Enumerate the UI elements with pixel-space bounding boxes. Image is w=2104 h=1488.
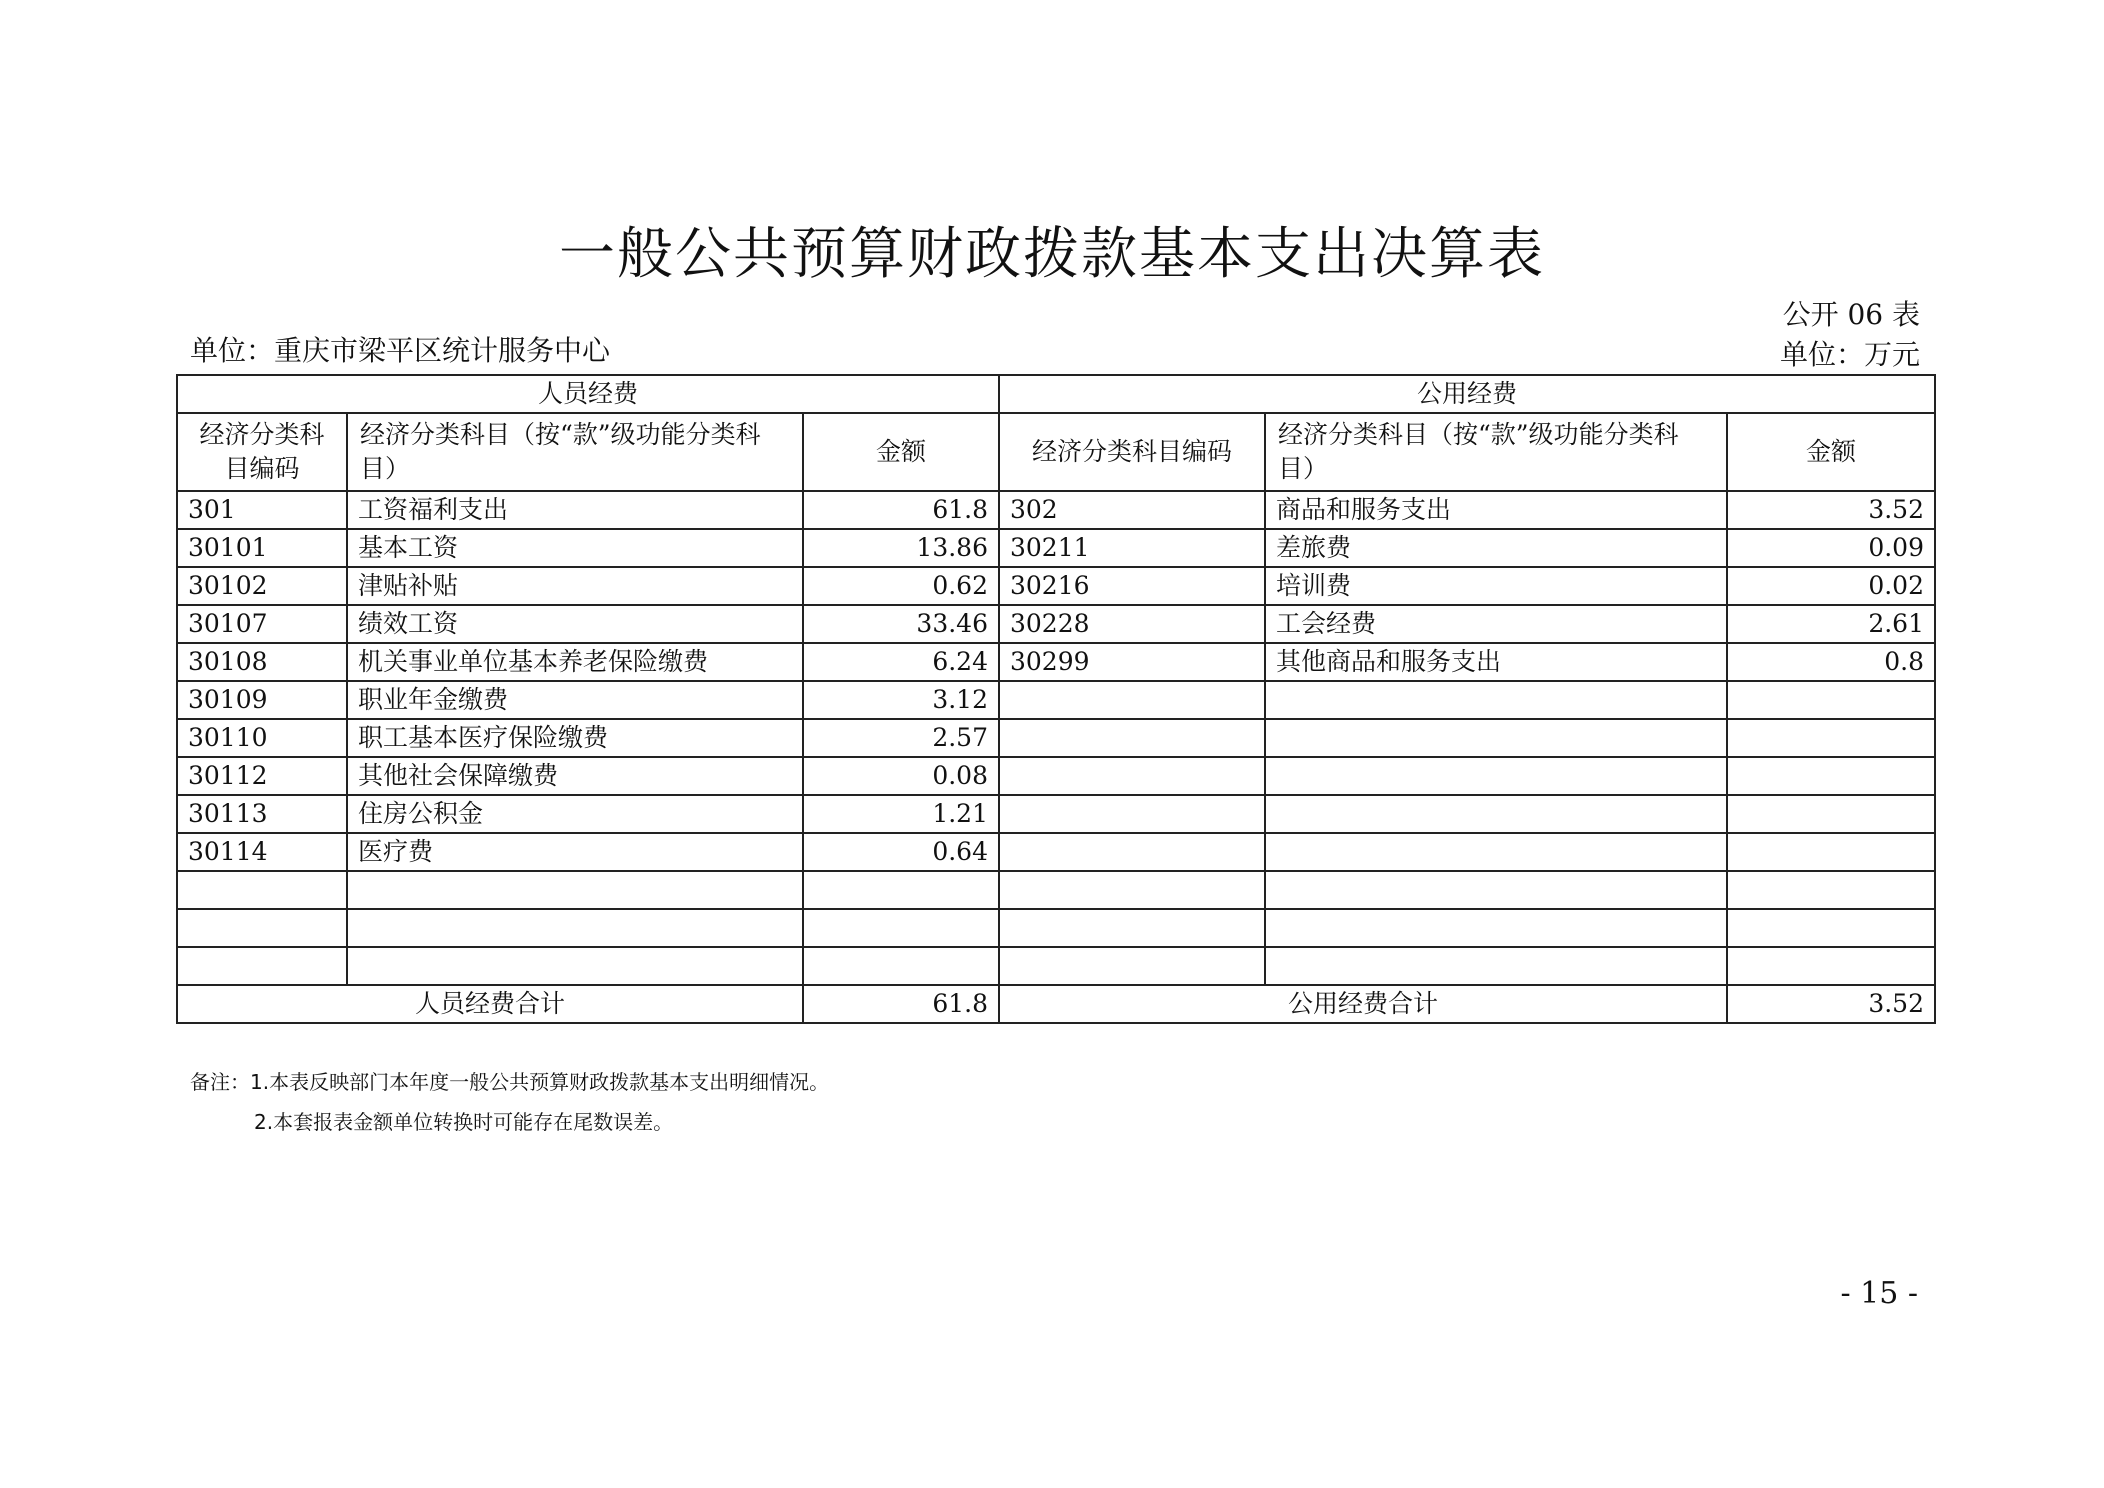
note-line-2: 2.本套报表金额单位转换时可能存在尾数误差。: [254, 1110, 674, 1134]
left-code-cell: 30109: [177, 681, 347, 719]
right-amount-cell: [1727, 795, 1935, 833]
left-code-cell: 301: [177, 491, 347, 529]
left-amount-cell: 33.46: [803, 605, 999, 643]
right-name-cell: 其他商品和服务支出: [1265, 643, 1727, 681]
right-name-cell: 差旅费: [1265, 529, 1727, 567]
table-row: [177, 833, 1935, 871]
right-code-cell: [999, 909, 1265, 947]
right-code-cell: 30299: [999, 643, 1265, 681]
personnel-total-label: 人员经费合计: [177, 985, 803, 1023]
left-code-cell: [177, 871, 347, 909]
right-name-cell: [1265, 795, 1727, 833]
right-name-cell: 工会经费: [1265, 605, 1727, 643]
left-name-cell: 住房公积金: [347, 795, 803, 833]
form-number: 公开 06 表: [1782, 298, 1920, 331]
table-row: [177, 681, 1935, 719]
left-amount-cell: 1.21: [803, 795, 999, 833]
left-code-cell: 30107: [177, 605, 347, 643]
left-name-cell: 绩效工资: [347, 605, 803, 643]
personnel-total-amount: 61.8: [803, 985, 999, 1023]
right-name-cell: [1265, 757, 1727, 795]
header-right-code: 经济分类科目编码: [999, 413, 1265, 491]
right-code-cell: [999, 871, 1265, 909]
left-name-cell: 职业年金缴费: [347, 681, 803, 719]
table-row: [177, 795, 1935, 833]
total-row: [177, 985, 1935, 1023]
left-name-cell: 工资福利支出: [347, 491, 803, 529]
left-code-cell: 30102: [177, 567, 347, 605]
table-row: [177, 491, 1935, 529]
right-amount-cell: [1727, 719, 1935, 757]
right-amount-cell: [1727, 757, 1935, 795]
right-amount-cell: [1727, 947, 1935, 985]
left-code-cell: 30112: [177, 757, 347, 795]
section-header-row: [177, 375, 1935, 413]
left-code-cell: [177, 909, 347, 947]
right-name-cell: 商品和服务支出: [1265, 491, 1727, 529]
header-left-name: 经济分类科目（按“款”级功能分类科目）: [347, 413, 803, 491]
right-name-cell: [1265, 909, 1727, 947]
right-code-cell: 302: [999, 491, 1265, 529]
page-number: - 15 -: [1840, 1276, 1918, 1311]
section-public: 公用经费: [999, 375, 1935, 413]
table-row: [177, 719, 1935, 757]
left-code-cell: [177, 947, 347, 985]
left-name-cell: 其他社会保障缴费: [347, 757, 803, 795]
header-left-amount: 金额: [803, 413, 999, 491]
left-name-cell: 机关事业单位基本养老保险缴费: [347, 643, 803, 681]
left-code-cell: 30114: [177, 833, 347, 871]
left-amount-cell: [803, 909, 999, 947]
left-amount-cell: 6.24: [803, 643, 999, 681]
left-amount-cell: 3.12: [803, 681, 999, 719]
left-amount-cell: 13.86: [803, 529, 999, 567]
right-code-cell: [999, 833, 1265, 871]
left-name-cell: 医疗费: [347, 833, 803, 871]
reporting-unit: 单位：重庆市梁平区统计服务中心: [190, 334, 611, 367]
left-code-cell: 30108: [177, 643, 347, 681]
notes: [190, 1062, 829, 1142]
table-row: [177, 757, 1935, 795]
right-name-cell: 培训费: [1265, 567, 1727, 605]
left-amount-cell: 0.64: [803, 833, 999, 871]
left-amount-cell: 61.8: [803, 491, 999, 529]
table-row: [177, 871, 1935, 909]
column-header-row: [177, 413, 1935, 491]
left-name-cell: [347, 871, 803, 909]
right-code-cell: 30216: [999, 567, 1265, 605]
left-name-cell: [347, 909, 803, 947]
left-amount-cell: [803, 947, 999, 985]
public-total-label: 公用经费合计: [999, 985, 1727, 1023]
table-row: [177, 605, 1935, 643]
left-name-cell: 职工基本医疗保险缴费: [347, 719, 803, 757]
table-row: [177, 643, 1935, 681]
right-name-cell: [1265, 871, 1727, 909]
right-amount-cell: 0.09: [1727, 529, 1935, 567]
page-title: 一般公共预算财政拨款基本支出决算表: [559, 222, 1545, 287]
table-row: [177, 529, 1935, 567]
right-code-cell: [999, 681, 1265, 719]
header-left-code: 经济分类科目编码: [177, 413, 347, 491]
left-code-cell: 30113: [177, 795, 347, 833]
left-name-cell: 津贴补贴: [347, 567, 803, 605]
right-code-cell: 30228: [999, 605, 1265, 643]
right-amount-cell: 0.8: [1727, 643, 1935, 681]
left-amount-cell: 0.08: [803, 757, 999, 795]
right-code-cell: 30211: [999, 529, 1265, 567]
public-total-amount: 3.52: [1727, 985, 1935, 1023]
right-amount-cell: [1727, 833, 1935, 871]
header-right-amount: 金额: [1727, 413, 1935, 491]
right-amount-cell: [1727, 909, 1935, 947]
right-name-cell: [1265, 681, 1727, 719]
left-code-cell: 30101: [177, 529, 347, 567]
right-code-cell: [999, 719, 1265, 757]
right-amount-cell: 0.02: [1727, 567, 1935, 605]
left-amount-cell: [803, 871, 999, 909]
right-code-cell: [999, 795, 1265, 833]
left-code-cell: 30110: [177, 719, 347, 757]
left-name-cell: [347, 947, 803, 985]
header-right-name: 经济分类科目（按“款”级功能分类科目）: [1265, 413, 1727, 491]
right-amount-cell: [1727, 681, 1935, 719]
left-amount-cell: 2.57: [803, 719, 999, 757]
left-amount-cell: 0.62: [803, 567, 999, 605]
right-amount-cell: 2.61: [1727, 605, 1935, 643]
note-line-1: 备注：1.本表反映部门本年度一般公共预算财政拨款基本支出明细情况。: [190, 1070, 830, 1094]
table-row: [177, 567, 1935, 605]
right-code-cell: [999, 757, 1265, 795]
table-row: [177, 947, 1935, 985]
expenditure-table: [176, 374, 1936, 1024]
right-name-cell: [1265, 719, 1727, 757]
right-amount-cell: [1727, 871, 1935, 909]
right-name-cell: [1265, 947, 1727, 985]
right-name-cell: [1265, 833, 1727, 871]
section-personnel: 人员经费: [177, 375, 999, 413]
right-amount-cell: 3.52: [1727, 491, 1935, 529]
right-code-cell: [999, 947, 1265, 985]
left-name-cell: 基本工资: [347, 529, 803, 567]
currency-unit: 单位：万元: [1779, 338, 1920, 371]
table-row: [177, 909, 1935, 947]
